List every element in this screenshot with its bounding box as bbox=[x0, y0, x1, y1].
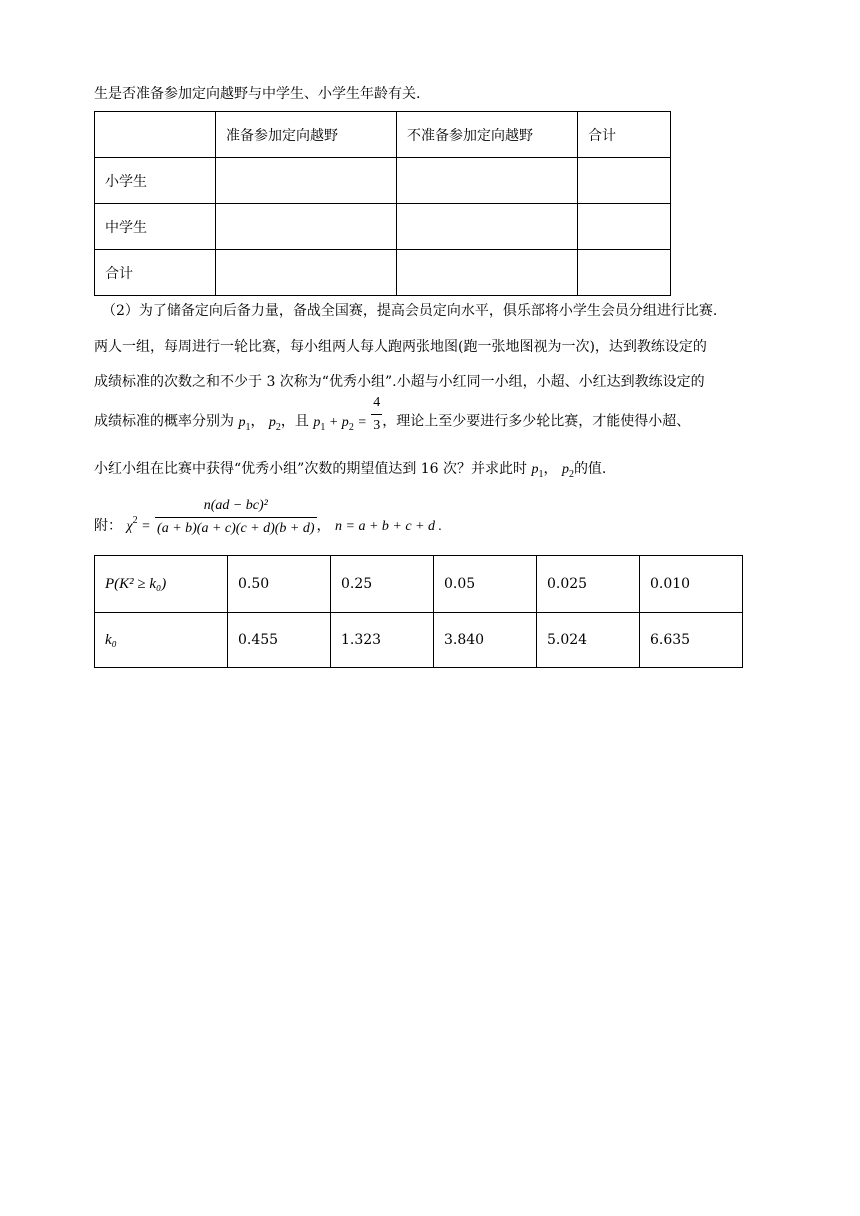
table-row-label: 合计 bbox=[95, 250, 216, 296]
table-cell bbox=[578, 250, 671, 296]
fraction-numerator: 4 bbox=[371, 394, 382, 415]
intro-line: 生是否准备参加定向越野与中学生、小学生年龄有关. bbox=[94, 86, 421, 102]
text-segment: ，理论上至少要进行多少轮比赛，才能使得小超、 bbox=[382, 413, 691, 430]
chi-squared-fraction bbox=[155, 497, 317, 538]
table-cell bbox=[397, 250, 578, 296]
table-header-row bbox=[95, 112, 671, 158]
table-cell bbox=[216, 158, 397, 204]
table-cell bbox=[578, 204, 671, 250]
table-row bbox=[95, 250, 671, 296]
table-cell: 0.25 bbox=[331, 556, 434, 613]
table-cell: 3.840 bbox=[434, 613, 537, 668]
table-header-cell: 不准备参加定向越野 bbox=[397, 112, 578, 158]
part2-line-3: 成绩标准的次数之和不少于 3 次称为“优秀小组”.小超与小红同一小组，小超、小红达到教练设定的 bbox=[94, 374, 705, 390]
table-cell: 5.024 bbox=[537, 613, 640, 668]
table-cell bbox=[216, 250, 397, 296]
table-cell: 0.010 bbox=[640, 556, 743, 613]
table-cell: 0.05 bbox=[434, 556, 537, 613]
math-sum: $p_1 + p_2$ = bbox=[313, 414, 367, 433]
table-header-cell: 合计 bbox=[578, 112, 671, 158]
table-cell: 0.455 bbox=[228, 613, 331, 668]
table-header-cell: 准备参加定向越野 bbox=[216, 112, 397, 158]
table-row bbox=[95, 158, 671, 204]
fraction bbox=[371, 394, 382, 435]
fraction-denominator: 3 bbox=[373, 418, 381, 433]
table-cell: 0.50 bbox=[228, 556, 331, 613]
formula-denominator: (a + b)(a + c)(c + d)(b + d) bbox=[157, 520, 315, 536]
table-cell: 1.323 bbox=[331, 613, 434, 668]
text-segment: 小红小组在比赛中获得“优秀小组”次数的期望值达到 16 次？并求此时 bbox=[94, 461, 528, 477]
table-cell bbox=[578, 158, 671, 204]
table-row bbox=[95, 613, 743, 668]
probability-label: P(K² ≥ k₀) bbox=[95, 556, 228, 613]
critical-value-label: k₀ bbox=[95, 613, 228, 668]
part2-line-5: 小红小组在比赛中获得“优秀小组”次数的期望值达到 16 次？并求此时 $p_1$， $p_2$的值. bbox=[94, 461, 607, 480]
critical-value-table bbox=[94, 555, 743, 668]
table-row bbox=[95, 204, 671, 250]
table-row-label: 中学生 bbox=[95, 204, 216, 250]
math-chi-squared: $\chi^2$ = bbox=[126, 515, 151, 534]
table-cell: 6.635 bbox=[640, 613, 743, 668]
table-header-cell bbox=[95, 112, 216, 158]
contingency-table bbox=[94, 111, 671, 296]
table-cell: 0.025 bbox=[537, 556, 640, 613]
part2-line-1: （2）为了储备定向后备力量，备战全国赛，提高会员定向水平，俱乐部将小学生会员分组进行比赛. bbox=[102, 303, 718, 319]
part2-line-4: 成绩标准的概率分别为 $p_1$， $p_2$，且 $p_1 + p_2$ = $\frac{4}{3}$ ，理论上至少要进行多少轮比赛，才能使得小超、 bbox=[94, 395, 691, 433]
table-row-label: 小学生 bbox=[95, 158, 216, 204]
math-p1: $p_1$ bbox=[238, 414, 251, 433]
math-p2: $p_2$ bbox=[561, 462, 574, 480]
table-cell bbox=[397, 158, 578, 204]
math-p1: $p_1$ bbox=[531, 462, 544, 480]
appendix-formula: 附： $\chi^2$ = $\frac{\text{n(ad − bc)²}}{(a + b)(a + c)(c + d)(b + d)}$ ， n = a + b + c + d . bbox=[94, 497, 443, 536]
table-row bbox=[95, 556, 743, 613]
formula-numerator: n(ad − bc)² bbox=[155, 497, 317, 518]
math-p2: $p_2$ bbox=[268, 414, 281, 433]
n-definition: n = a + b + c + d . bbox=[335, 519, 443, 534]
appendix-label: 附： bbox=[94, 518, 122, 534]
part2-line-2: 两人一组，每周进行一轮比赛，每小组两人每人跑两张地图(跑一张地图视为一次)，达到教练设定的 bbox=[94, 339, 707, 355]
table-cell bbox=[397, 204, 578, 250]
table-cell bbox=[216, 204, 397, 250]
text-segment: 成绩标准的概率分别为 bbox=[94, 413, 234, 430]
text-segment: ，且 bbox=[280, 413, 309, 430]
text-segment: 的值. bbox=[573, 461, 607, 477]
